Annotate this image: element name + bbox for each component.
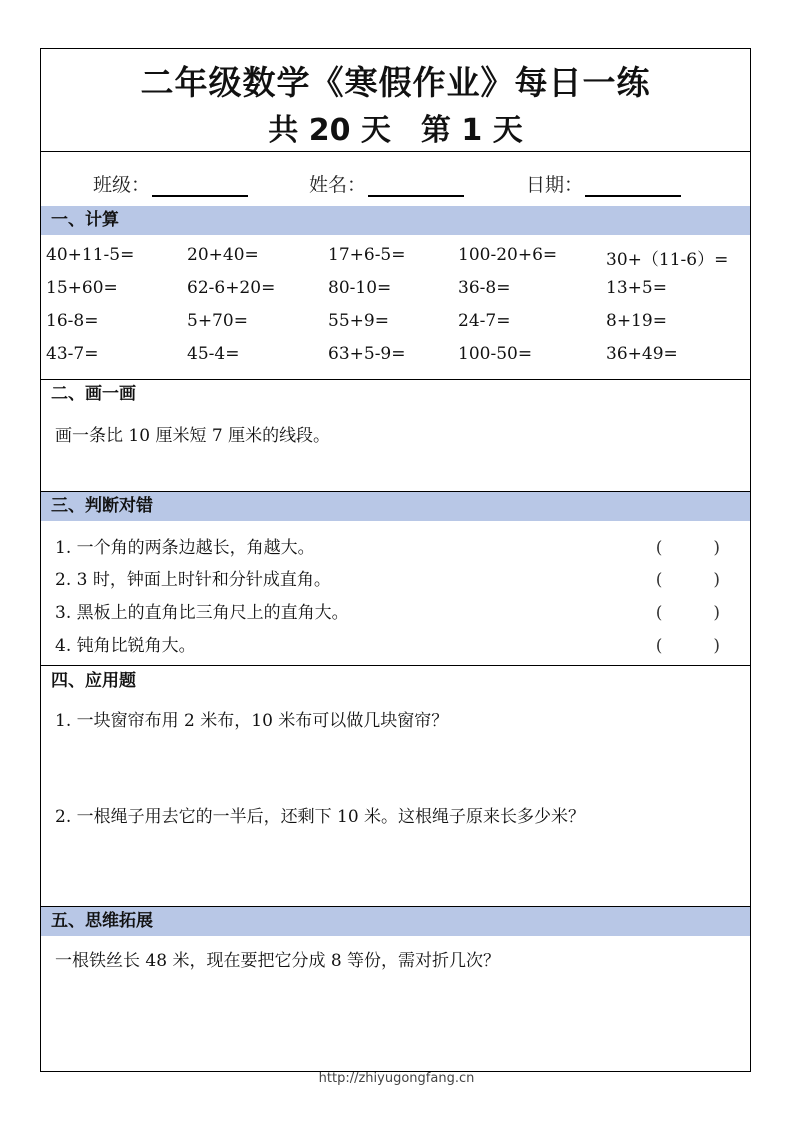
class-blank[interactable] (152, 177, 248, 197)
judge-statement: 1. 一个角的两条边越长，角越大。 (55, 538, 315, 558)
date-field[interactable] (526, 170, 681, 197)
calc-row (41, 305, 750, 338)
answer-parentheses[interactable]: ( ) (655, 603, 720, 623)
calc-problem: 36-8= (458, 278, 511, 298)
calc-problem: 55+9= (328, 311, 389, 331)
draw-question: 画一条比 10 厘米短 7 厘米的线段。 (55, 426, 331, 446)
worksheet (40, 48, 751, 1072)
date-label: 日期： (526, 174, 584, 196)
calc-row (41, 338, 750, 371)
calc-problem: 30+（11-6）= (606, 250, 729, 270)
calc-problem: 15+60= (46, 278, 118, 298)
class-label: 班级： (93, 174, 151, 196)
apply-question-1: 1. 一块窗帘布用 2 米布，10 米布可以做几块窗帘？ (55, 711, 449, 731)
section-judge-header: 三、判断对错 (41, 492, 750, 521)
judge-statement: 4. 钝角比锐角大。 (55, 636, 196, 656)
apply-question-2: 2. 一根绳子用去它的一半后，还剩下 10 米。这根绳子原来长多少米？ (55, 807, 586, 827)
section-calc-header: 一、计算 (41, 206, 750, 235)
calc-problem: 40+11-5= (46, 245, 135, 265)
think-question: 一根铁丝长 48 米，现在要把它分成 8 等份，需对折几次？ (55, 951, 501, 971)
judge-item (55, 529, 720, 561)
day-counter: 共 20 天 第 1 天 (268, 113, 523, 148)
divider (41, 665, 750, 666)
calc-problem: 16-8= (46, 311, 99, 331)
judge-item (55, 594, 720, 626)
section-draw-header: 二、画一画 (51, 384, 136, 404)
class-field[interactable] (93, 170, 248, 197)
calc-row (41, 272, 750, 305)
answer-parentheses[interactable]: ( ) (655, 570, 720, 590)
calc-problem: 43-7= (46, 344, 99, 364)
calc-problem: 100-50= (458, 344, 533, 364)
calc-problem: 24-7= (458, 311, 511, 331)
calc-problem: 45-4= (187, 344, 240, 364)
judge-statement: 3. 黑板上的直角比三角尺上的直角大。 (55, 603, 349, 623)
judge-statement: 2. 3 时，钟面上时针和分针成直角。 (55, 570, 331, 590)
judge-item (55, 627, 720, 659)
calc-problem: 80-10= (328, 278, 392, 298)
name-blank[interactable] (368, 177, 464, 197)
calc-problem: 5+70= (187, 311, 248, 331)
judge-item (55, 561, 720, 593)
worksheet-title: 二年级数学《寒假作业》每日一练 (140, 63, 651, 102)
section-think-header: 五、思维拓展 (41, 907, 750, 936)
name-field[interactable] (309, 170, 464, 197)
answer-parentheses[interactable]: ( ) (655, 538, 720, 558)
section-apply-header: 四、应用题 (51, 671, 136, 691)
student-info-row (41, 152, 750, 206)
answer-parentheses[interactable]: ( ) (655, 636, 720, 656)
calc-problem: 8+19= (606, 311, 667, 331)
calc-row (41, 239, 750, 272)
calc-problem: 17+6-5= (328, 245, 406, 265)
date-blank[interactable] (585, 177, 681, 197)
calc-problem: 62-6+20= (187, 278, 276, 298)
calc-problem: 13+5= (606, 278, 667, 298)
name-label: 姓名： (309, 174, 367, 196)
footer-url[interactable]: http://zhiyugongfang.cn (318, 1071, 475, 1086)
title-block (41, 49, 750, 152)
calc-problem: 100-20+6= (458, 245, 558, 265)
calc-problem: 36+49= (606, 344, 678, 364)
calc-problem: 20+40= (187, 245, 259, 265)
calc-problem: 63+5-9= (328, 344, 406, 364)
